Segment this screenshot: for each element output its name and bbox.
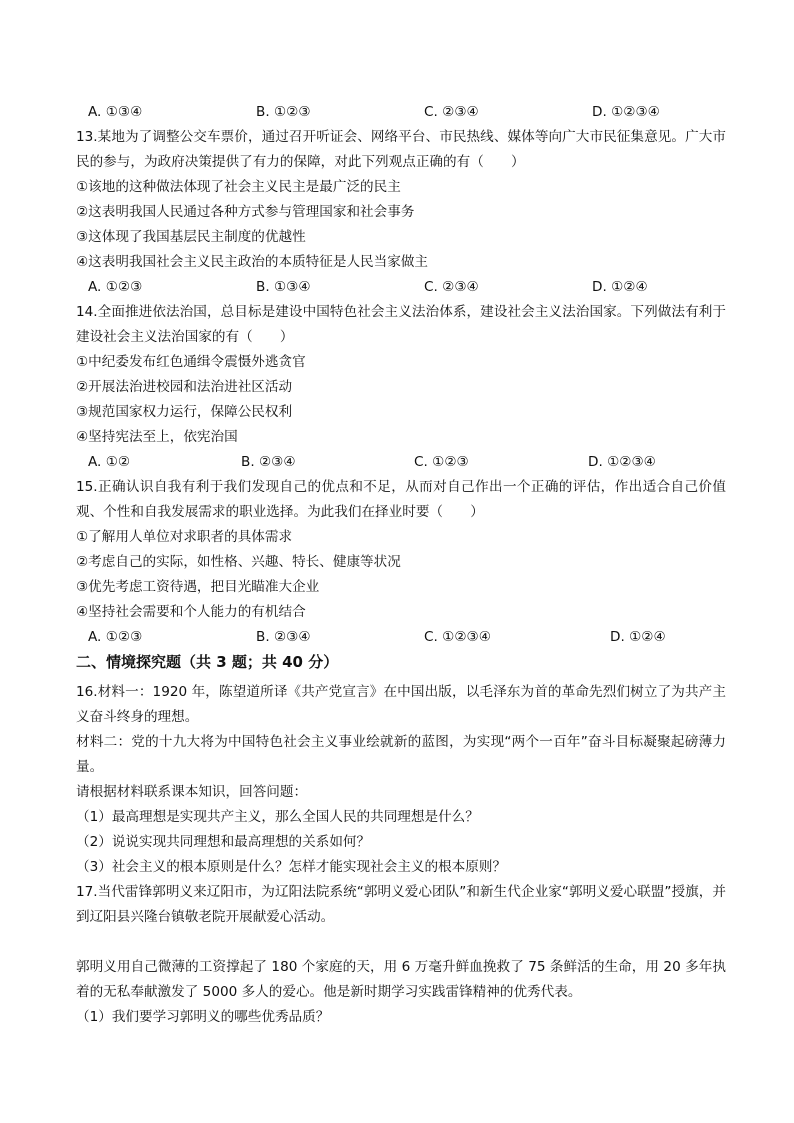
q13-stem: 13.某地为了调整公交车票价，通过召开听证会、网络平台、市民热线、媒体等向广大市民征集意见。广大市民的参与，为政府决策提供了有力的保障，对此下列观点正确的有（ ）	[76, 129, 726, 170]
q15-item-1: ①了解用人单位对求职者的具体需求	[76, 529, 293, 545]
q14-option-c[interactable]: C. ①②③	[414, 454, 469, 470]
q17-intro: 17.当代雷锋郭明义来辽阳市，为辽阳法院系统“郭明义爱心团队”和新生代企业家“郭明义爱心联盟”授旗，并到辽阳县兴隆台镇敬老院开展献爱心活动。	[76, 884, 726, 925]
q15-item-4: ④坚持社会需要和个人能力的有机结合	[76, 604, 306, 620]
q15-item-2: ②考虑自己的实际，如性格、兴趣、特长、健康等状况	[76, 554, 401, 570]
q16-material-1: 16.材料一：1920 年，陈望道所译《共产党宣言》在中国出版，以毛泽东为首的革命先烈们树立了为共产主义奋斗终身的理想。	[76, 684, 726, 725]
q13-options	[76, 275, 726, 300]
q13-option-d[interactable]: D. ①②④	[592, 279, 648, 295]
section-2-title: 二、情境探究题（共 3 题；共 40 分）	[76, 653, 339, 671]
q15-options	[76, 625, 726, 650]
q15-item-3: ③优先考虑工资待遇，把目光瞄准大企业	[76, 579, 320, 595]
exam-page	[76, 100, 726, 1030]
q17-question-1: （1）我们要学习郭明义的哪些优秀品质？	[76, 1009, 330, 1025]
q13-item-3: ③这体现了我国基层民主制度的优越性	[76, 229, 306, 245]
q14-options	[76, 450, 726, 475]
q16-prompt: 请根据材料联系课本知识，回答问题：	[76, 784, 308, 800]
q13-item-4: ④这表明我国社会主义民主政治的本质特征是人民当家做主	[76, 254, 429, 270]
q12-option-b[interactable]: B. ①②③	[256, 104, 311, 120]
q13-option-c[interactable]: C. ②③④	[424, 279, 479, 295]
q15-option-c[interactable]: C. ①②③④	[424, 629, 491, 645]
q16-question-2: （2）说说实现共同理想和最高理想的关系如何？	[76, 834, 371, 850]
q16-material-2: 材料二：党的十九大将为中国特色社会主义事业绘就新的蓝图，为实现“两个一百年”奋斗目标凝聚起磅薄力量。	[76, 734, 726, 775]
q14-item-3: ③规范国家权力运行，保障公民权利	[76, 404, 293, 420]
blank-gap	[76, 930, 726, 955]
q12-option-d[interactable]: D. ①②③④	[592, 104, 660, 120]
q15-option-d[interactable]: D. ①②④	[610, 629, 666, 645]
q15-option-a[interactable]: A. ①②③	[88, 629, 143, 645]
q15-option-b[interactable]: B. ②③④	[256, 629, 311, 645]
q16-question-3: （3）社会主义的根本原则是什么？怎样才能实现社会主义的根本原则？	[76, 859, 507, 875]
q13-option-a[interactable]: A. ①②③	[88, 279, 143, 295]
q14-item-2: ②开展法治进校园和法治进社区活动	[76, 379, 293, 395]
q14-option-d[interactable]: D. ①②③④	[588, 454, 656, 470]
q13-item-2: ②这表明我国人民通过各种方式参与管理国家和社会事务	[76, 204, 415, 220]
q16-question-1: （1）最高理想是实现共产主义，那么全国人民的共同理想是什么？	[76, 809, 479, 825]
q13-option-b[interactable]: B. ①③④	[256, 279, 311, 295]
q14-option-a[interactable]: A. ①②	[88, 454, 131, 470]
q14-stem: 14.全面推进依法治国，总目标是建设中国特色社会主义法治体系，建设社会主义法治国家。下列做法有利于建设社会主义法治国家的有（ ）	[76, 304, 726, 345]
q14-item-1: ①中纪委发布红色通缉令震慑外逃贪官	[76, 354, 306, 370]
q12-option-a[interactable]: A. ①③④	[88, 104, 143, 120]
q15-stem: 15.正确认识自我有利于我们发现自己的优点和不足，从而对自己作出一个正确的评估，作出适合自己价值观、个性和自我发展需求的职业选择。为此我们在择业时要（ ）	[76, 479, 726, 520]
q12-option-c[interactable]: C. ②③④	[424, 104, 479, 120]
q17-body: 郭明义用自己微薄的工资撑起了 180 个家庭的天，用 6 万毫升鲜血挽救了 75 条鲜活的生命，用 20 多年执着的无私奉献激发了 5000 多人的爱心。他是新时期学习实践雷锋精神的优秀代表。	[76, 959, 726, 1000]
q12-options	[76, 100, 726, 125]
q14-option-b[interactable]: B. ②③④	[241, 454, 296, 470]
q14-item-4: ④坚持宪法至上，依宪治国	[76, 429, 238, 445]
q13-item-1: ①该地的这种做法体现了社会主义民主是最广泛的民主	[76, 179, 401, 195]
